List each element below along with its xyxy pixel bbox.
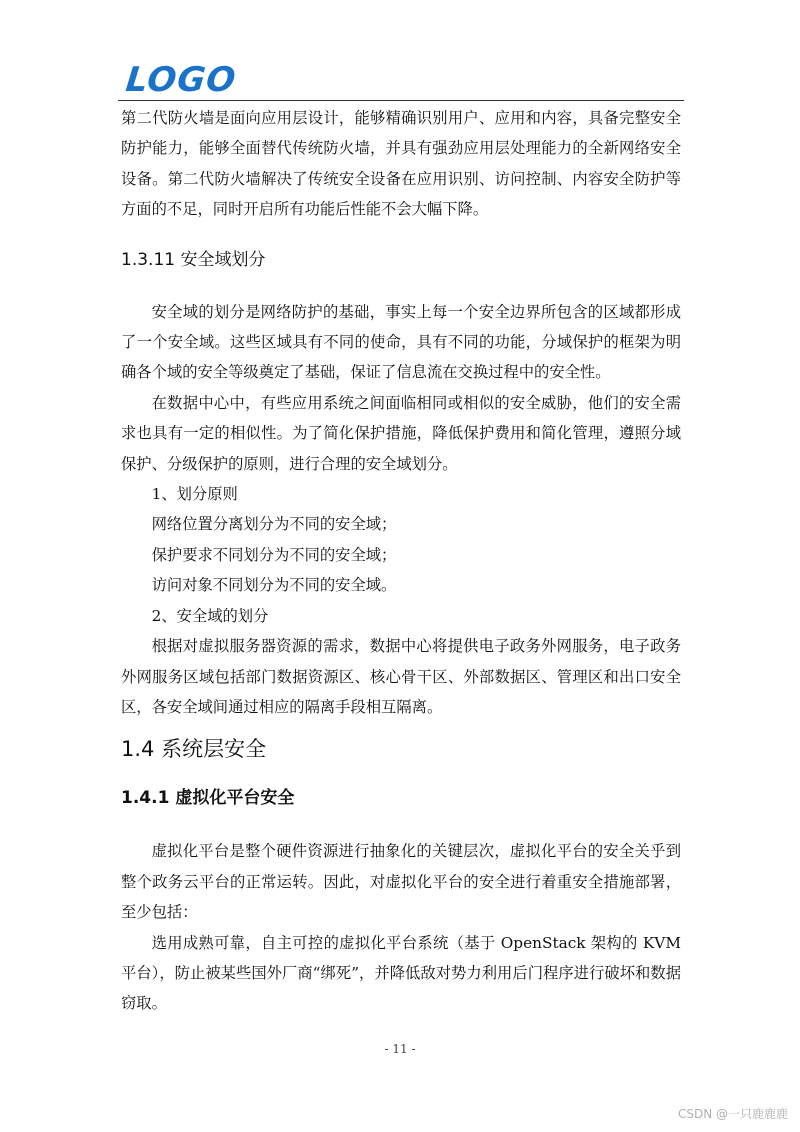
- section-heading-1-3-11: 1.3.11 安全域划分: [121, 249, 266, 270]
- paragraph: 虚拟化平台是整个硬件资源进行抽象化的关键层次，虚拟化平台的安全关乎到整个政务云平台的正常运转。因此，对虚拟化平台的安全进行着重安全措施部署，至少包括：: [121, 842, 681, 922]
- intro-paragraph: 第二代防火墙是面向应用层设计，能够精确识别用户、应用和内容，具备完整安全防护能力，能够全面替代传统防火墙，并具有强劲应用层处理能力的全新网络安全设备。第二代防火墙解决了传统安全设备在应用识别、访问控制、内容安全防护等方面的不足，同时开启所有功能后性能不会大幅下降。: [121, 109, 681, 219]
- list-heading: 2、安全域的划分: [151, 606, 269, 625]
- list-heading: 1、划分原则: [151, 485, 238, 504]
- header-divider: [118, 100, 684, 101]
- watermark: CSDN @一只鹿鹿鹿: [677, 1107, 788, 1121]
- page-number: - 11 -: [384, 1042, 416, 1056]
- logo: LOGO: [123, 60, 239, 100]
- paragraph: 根据对虚拟服务器资源的需求，数据中心将提供电子政务外网服务，电子政务外网服务区域包括部门数据资源区、核心骨干区、外部数据区、管理区和出口安全区，各安全域间通过相应的隔离手段相互隔离。: [121, 637, 681, 716]
- list-item: 访问对象不同划分为不同的安全域。: [151, 576, 397, 595]
- list-item: 网络位置分离划分为不同的安全域；: [151, 515, 397, 534]
- paragraph: 在数据中心中，有些应用系统之间面临相同或相似的安全威胁，他们的安全需求也具有一定的相似性。为了简化保护措施，降低保护费用和简化管理，遵照分域保护、分级保护的原则，进行合理的安全域划分。: [121, 393, 681, 473]
- paragraph: 选用成熟可靠，自主可控的虚拟化平台系统（基于 OpenStack 架构的 KVM 平台），防止被某些国外厂商“绑死”，并降低敌对势力利用后门程序进行破坏和数据窃取。: [121, 933, 681, 1013]
- paragraph: 安全域的划分是网络防护的基础，事实上每一个安全边界所包含的区域都形成了一个安全域。这些区域具有不同的使命，具有不同的功能，分域保护的框架为明确各个域的安全等级奠定了基础，保证了信息流在交换过程中的安全性。: [121, 302, 681, 382]
- section-heading-1-4-1: 1.4.1 虚拟化平台安全: [121, 788, 295, 809]
- section-heading-1-4: 1.4 系统层安全: [121, 737, 267, 762]
- document-body: [121, 103, 681, 1019]
- list-item: 保护要求不同划分为不同的安全域；: [151, 545, 397, 564]
